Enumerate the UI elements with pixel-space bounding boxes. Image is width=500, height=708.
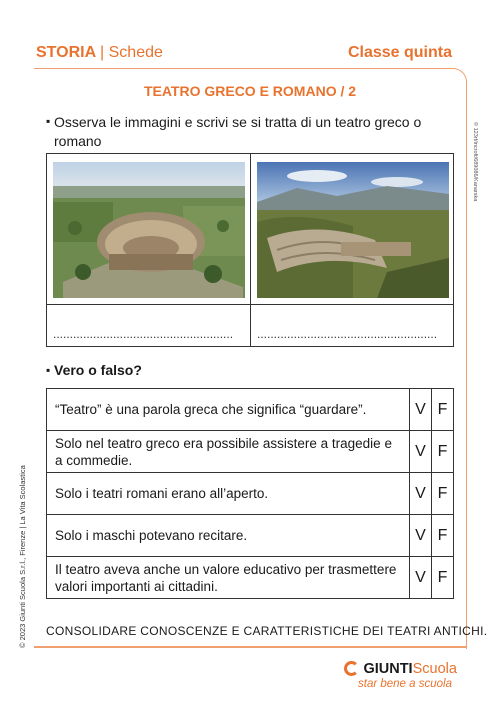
image-answer-table <box>46 153 454 347</box>
header-separator: | <box>100 44 105 61</box>
exercise2-prompt: Vero o falso? <box>54 362 142 378</box>
class-label: Classe quinta <box>347 44 452 61</box>
bullet-icon: ▪ <box>46 114 51 128</box>
header-subject <box>36 44 163 62</box>
page-title: TEATRO GRECO E ROMANO / 2 <box>143 83 357 99</box>
false-option[interactable]: F <box>432 515 454 557</box>
teatro-hillside-photo <box>257 162 449 298</box>
true-option[interactable]: V <box>410 389 432 431</box>
true-option[interactable]: V <box>410 557 432 599</box>
page-frame-bottom <box>34 646 466 648</box>
statement-text: Il teatro aveva anche un valore educativo per trasmettere valori importanti ai cittadini. <box>47 557 410 599</box>
false-option[interactable]: F <box>432 431 454 473</box>
image-credit: © 123rf/incroft/689086/Kanarska <box>472 122 478 202</box>
false-option[interactable]: F <box>432 473 454 515</box>
table-row <box>47 515 454 557</box>
teatro-aerial-photo <box>53 162 245 298</box>
giunti-logo-icon <box>344 661 359 676</box>
table-divider <box>47 304 453 305</box>
table-divider <box>250 154 251 346</box>
brand-part: GIUNTI <box>363 660 413 677</box>
kind-label: Schede <box>108 44 163 61</box>
answer-line[interactable]: ...................................................... <box>53 327 234 341</box>
publisher-logo <box>344 660 457 690</box>
brand-part: Scuola <box>412 660 457 677</box>
footer-caption: CONSOLIDARE CONOSCENZE E CARATTERISTICHE DEI TEATRI ANTICHI. <box>46 624 488 638</box>
table-row <box>47 431 454 473</box>
exercise1-prompt: Osserva le immagini e scrivi se si tratta di un teatro greco o romano <box>54 114 422 149</box>
true-option[interactable]: V <box>410 515 432 557</box>
brand-name <box>363 661 456 677</box>
statement-text: “Teatro” è una parola greca che significa “guardare”. <box>47 389 410 431</box>
brand-tagline: star bene a scuola <box>358 678 452 690</box>
statement-text: Solo nel teatro greco era possibile assistere a tragedie e a commedie. <box>47 431 410 473</box>
table-row <box>47 389 454 431</box>
copyright-note: © 2023 Giunti Scuola S.r.l., Firenze | La Vita Scolastica <box>18 465 27 648</box>
bullet-icon: ▪ <box>46 363 51 377</box>
statement-text: Solo i teatri romani erano all’aperto. <box>47 473 410 515</box>
false-option[interactable]: F <box>432 389 454 431</box>
subject-label: STORIA <box>36 44 96 61</box>
answer-line[interactable]: ...................................................... <box>257 327 438 341</box>
statement-text: Solo i maschi potevano recitare. <box>47 515 410 557</box>
table-row <box>47 557 454 599</box>
false-option[interactable]: F <box>432 557 454 599</box>
true-option[interactable]: V <box>410 473 432 515</box>
true-option[interactable]: V <box>410 431 432 473</box>
table-row <box>47 473 454 515</box>
true-false-table <box>46 388 454 599</box>
